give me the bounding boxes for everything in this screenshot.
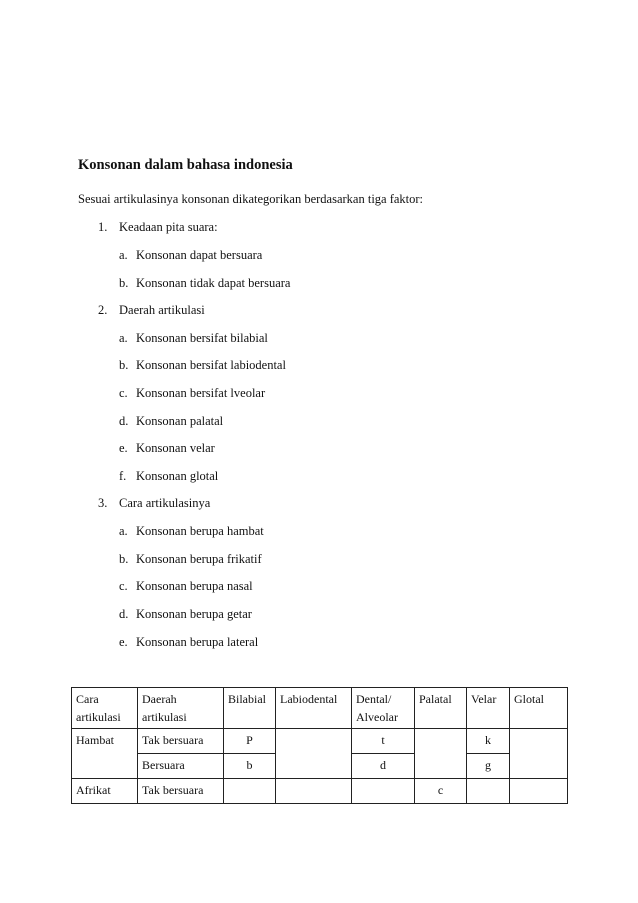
table-cell: Tak bersuara: [138, 729, 224, 754]
table-header: Dental/ Alveolar: [352, 688, 415, 729]
table-header: Labiodental: [276, 688, 352, 729]
list-item: [119, 469, 218, 484]
list-marker: a.: [119, 331, 128, 345]
table-cell: Tak bersuara: [138, 779, 224, 804]
table-cell: k: [467, 729, 510, 754]
list-text: Konsonan dapat bersuara: [136, 248, 263, 262]
list-text: Konsonan berupa lateral: [136, 635, 259, 649]
table-cell: c: [415, 779, 467, 804]
table-cell: t: [352, 729, 415, 754]
table-cell: [467, 779, 510, 804]
table-cell: Afrikat: [72, 779, 138, 804]
list-marker: c.: [119, 579, 128, 593]
list-marker: d.: [119, 414, 129, 428]
list-text: Konsonan tidak dapat bersuara: [136, 276, 291, 290]
table-cell: Bersuara: [138, 754, 224, 779]
list-marker: e.: [119, 441, 128, 455]
list-item: [119, 414, 223, 429]
list-marker: a.: [119, 248, 128, 262]
list-item: [119, 524, 264, 539]
table-cell: [510, 779, 568, 804]
list-marker: e.: [119, 635, 128, 649]
intro-text: Sesuai artikulasinya konsonan dikategorikan berdasarkan tiga faktor:: [78, 192, 424, 206]
list-number: 1.: [98, 220, 108, 234]
list-marker: c.: [119, 386, 128, 400]
table-header: Palatal: [415, 688, 467, 729]
list-item: [98, 496, 210, 511]
table-cell: [352, 779, 415, 804]
table-cell: P: [224, 729, 276, 754]
list-item: [119, 607, 252, 622]
page-title: Konsonan dalam bahasa indonesia: [78, 157, 293, 173]
list-marker: b.: [119, 552, 129, 566]
list-item: [119, 358, 286, 373]
list-marker: b.: [119, 276, 129, 290]
table-cell: [276, 779, 352, 804]
table-header: Velar: [467, 688, 510, 729]
list-text: Konsonan berupa getar: [136, 607, 252, 621]
list-text: Konsonan bersifat labiodental: [136, 358, 286, 372]
table-cell: [415, 729, 467, 779]
list-label: Daerah artikulasi: [119, 303, 205, 317]
table-header: Daerah artikulasi: [138, 688, 224, 729]
table-cell: [276, 729, 352, 779]
list-marker: a.: [119, 524, 128, 538]
list-item: [119, 276, 290, 291]
table-cell: Hambat: [72, 729, 138, 779]
list-text: Konsonan berupa nasal: [136, 579, 253, 593]
list-text: Konsonan glotal: [136, 469, 219, 483]
consonant-table: [71, 687, 568, 804]
list-text: Konsonan bersifat lveolar: [136, 386, 266, 400]
list-number: 2.: [98, 303, 108, 317]
list-item: [119, 386, 265, 401]
list-text: Konsonan velar: [136, 441, 215, 455]
list-item: [119, 441, 215, 456]
table-header: Glotal: [510, 688, 568, 729]
list-text: Konsonan berupa hambat: [136, 524, 264, 538]
list-item: [119, 552, 262, 567]
list-marker: d.: [119, 607, 129, 621]
table-cell: b: [224, 754, 276, 779]
table-cell: [224, 779, 276, 804]
list-item: [119, 248, 262, 263]
list-item: [119, 579, 253, 594]
list-marker: b.: [119, 358, 129, 372]
list-label: Cara artikulasinya: [119, 496, 211, 510]
list-text: Konsonan palatal: [136, 414, 224, 428]
list-item: [119, 331, 268, 346]
table-header-row: [72, 688, 568, 729]
table-header: Cara artikulasi: [72, 688, 138, 729]
list-item: [98, 303, 205, 318]
table-row: [72, 729, 568, 754]
list-item: [119, 635, 258, 650]
list-label: Keadaan pita suara:: [119, 220, 218, 234]
list-text: Konsonan berupa frikatif: [136, 552, 262, 566]
list-text: Konsonan bersifat bilabial: [136, 331, 268, 345]
list-number: 3.: [98, 496, 108, 510]
table-cell: [510, 729, 568, 779]
list-marker: f.: [119, 469, 127, 483]
list-item: [98, 220, 218, 235]
table-header: Bilabial: [224, 688, 276, 729]
table-row: [72, 779, 568, 804]
table-cell: g: [467, 754, 510, 779]
table-cell: d: [352, 754, 415, 779]
